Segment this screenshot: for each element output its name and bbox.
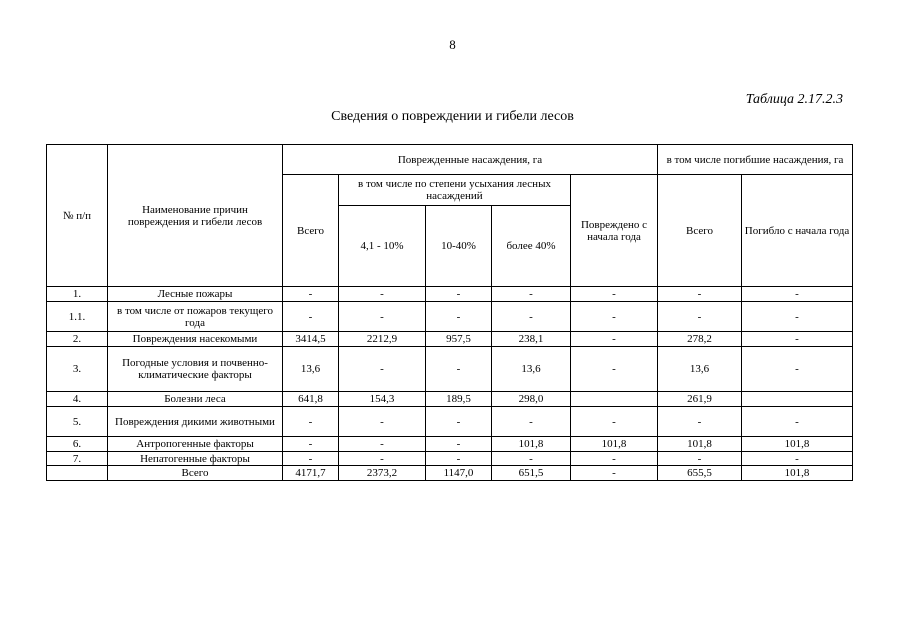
cell-total: - [283,302,339,332]
table-row [47,332,853,347]
header-dead-since-start: Погибло с начала года [742,175,853,287]
cell-dead-since-start: - [742,332,853,347]
cell-name: в том числе от пожаров текущего года [108,302,283,332]
cell-name: Антропогенные факторы [108,437,283,452]
cell-total: 13,6 [283,347,339,392]
cell-num: 2. [47,332,108,347]
cell-num [47,466,108,481]
cell-degree-3: 238,1 [492,332,571,347]
cell-dead-total: 101,8 [658,437,742,452]
cell-num: 6. [47,437,108,452]
cell-num: 1.1. [47,302,108,332]
cell-degree-1: 2212,9 [339,332,426,347]
cell-since-start: - [571,302,658,332]
cell-degree-2: - [426,437,492,452]
cell-total: - [283,407,339,437]
cell-degree-2: - [426,347,492,392]
cell-degree-1: 2373,2 [339,466,426,481]
cell-degree-3: - [492,452,571,466]
cell-dead-since-start: - [742,302,853,332]
cell-degree-3: 101,8 [492,437,571,452]
cell-since-start: - [571,347,658,392]
cell-dead-total: - [658,302,742,332]
cell-degree-3: 13,6 [492,347,571,392]
cell-name: Всего [108,466,283,481]
table-title: Сведения о повреждении и гибели лесов [331,109,574,124]
cell-name: Погодные условия и почвенно-климатические факторы [108,347,283,392]
table-body [47,287,853,481]
cell-degree-2: 957,5 [426,332,492,347]
cell-dead-since-start: 101,8 [742,437,853,452]
header-degree-group: в том числе по степени усыхания лесных насаждений [339,175,571,206]
cell-dead-total: 278,2 [658,332,742,347]
cell-since-start [571,392,658,407]
cell-degree-1: 154,3 [339,392,426,407]
cell-dead-total: 261,9 [658,392,742,407]
cell-since-start: - [571,332,658,347]
cell-num: 4. [47,392,108,407]
cell-total: 4171,7 [283,466,339,481]
cell-name: Непатогенные факторы [108,452,283,466]
cell-since-start: - [571,466,658,481]
table-header [47,145,853,287]
cell-degree-3: - [492,302,571,332]
table-row [47,287,853,302]
cell-since-start: - [571,287,658,302]
cell-degree-3: - [492,287,571,302]
cell-degree-3: - [492,407,571,437]
cell-name: Повреждения дикими животными [108,407,283,437]
cell-total: - [283,437,339,452]
cell-total: 3414,5 [283,332,339,347]
cell-degree-3: 651,5 [492,466,571,481]
cell-num: 1. [47,287,108,302]
table-row [47,302,853,332]
page-number: 8 [449,37,456,52]
cell-degree-2: - [426,302,492,332]
header-since-start: Повреждено с начала года [571,175,658,287]
table-row [47,437,853,452]
table-row [47,392,853,407]
cell-degree-2: 189,5 [426,392,492,407]
cell-since-start: 101,8 [571,437,658,452]
cell-degree-3: 298,0 [492,392,571,407]
cell-dead-total: 655,5 [658,466,742,481]
cell-num: 3. [47,347,108,392]
cell-degree-1: - [339,407,426,437]
cell-dead-total: - [658,452,742,466]
cell-degree-1: - [339,287,426,302]
damage-table [46,144,853,481]
cell-dead-since-start: - [742,287,853,302]
header-name: Наименование причин повреждения и гибели лесов [108,145,283,287]
header-degree-2: 10-40% [426,206,492,287]
header-dead-total: Всего [658,175,742,287]
cell-num: 5. [47,407,108,437]
cell-name: Лесные пожары [108,287,283,302]
cell-since-start: - [571,407,658,437]
cell-dead-total: - [658,407,742,437]
cell-degree-1: - [339,452,426,466]
cell-total: 641,8 [283,392,339,407]
cell-total: - [283,287,339,302]
cell-dead-total: - [658,287,742,302]
cell-degree-1: - [339,302,426,332]
cell-name: Болезни леса [108,392,283,407]
cell-degree-2: - [426,407,492,437]
header-damaged-total: Всего [283,175,339,287]
cell-degree-2: 1147,0 [426,466,492,481]
cell-since-start: - [571,452,658,466]
table-row [47,452,853,466]
table-row [47,407,853,437]
header-degree-1: 4,1 - 10% [339,206,426,287]
cell-degree-1: - [339,347,426,392]
cell-dead-total: 13,6 [658,347,742,392]
table-row-total [47,466,853,481]
header-degree-3: более 40% [492,206,571,287]
cell-degree-1: - [339,437,426,452]
cell-dead-since-start: 101,8 [742,466,853,481]
table-row [47,347,853,392]
cell-name: Повреждения насекомыми [108,332,283,347]
cell-dead-since-start: - [742,407,853,437]
cell-degree-2: - [426,452,492,466]
cell-degree-2: - [426,287,492,302]
cell-dead-since-start: - [742,452,853,466]
cell-dead-since-start [742,392,853,407]
header-damaged-group: Поврежденные насаждения, га [283,145,658,175]
header-dead-group: в том числе погибшие насаждения, га [658,145,853,175]
header-num: № п/п [47,145,108,287]
cell-total: - [283,452,339,466]
cell-dead-since-start: - [742,347,853,392]
table-id: Таблица 2.17.2.3 [745,92,843,107]
cell-num: 7. [47,452,108,466]
